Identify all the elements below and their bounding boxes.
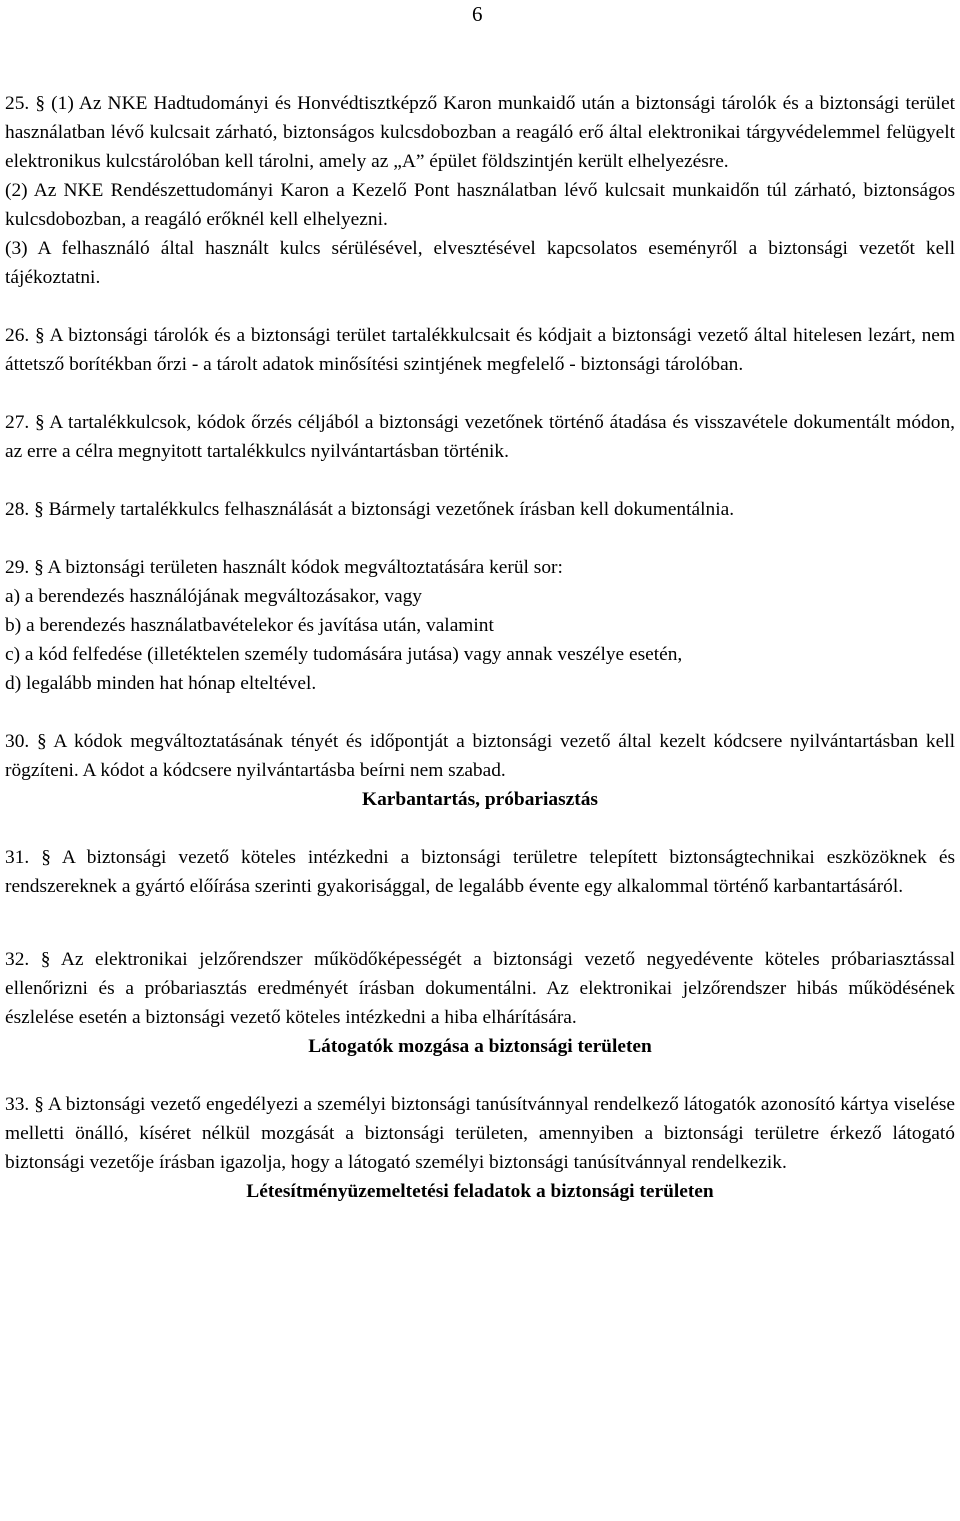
section-32: 32. § Az elektronikai jelzőrendszer működőképességét a biztonsági vezető negyedévente köteles próbariasztással ellenőrizni és a próbariasztás eredményét írásban dokumentálni. Az elektronikai jelzőrendszer hibás működésének észlelése esetén a biztonsági vezető köteles intézkedni a hiba elhárítására. [5, 949, 955, 1028]
section-33: 33. § A biztonsági vezető engedélyezi a személyi biztonsági tanúsítvánnyal rendelkező látogatók azonosító kártya viselése melletti önálló, kíséret nélkül mozgását a biztonsági területen, amennyiben a biztonsági területre érkező látogató biztonsági vezetője írásban igazolja, hogy a látogató személyi biztonsági tanúsítvánnyal rendelkezik. [5, 1094, 955, 1173]
section-31: 31. § A biztonsági vezető köteles intézkedni a biztonsági területre telepített biztonságtechnikai eszközöknek és rendszereknek a gyártó előírása szerinti gyakorisággal, de legalább évente egy alkalommal történő karbantartásáról. [5, 847, 955, 897]
heading-letesitmeny: Létesítményüzemeltetési feladatok a biztonsági területen [246, 1181, 714, 1202]
section-28: 28. § Bármely tartalékkulcs felhasználását a biztonsági vezetőnek írásban kell dokumentálnia. [5, 499, 735, 520]
section-30: 30. § A kódok megváltoztatásának tényét és időpontját a biztonsági vezető által kezelt kódcsere nyilvántartásban kell rögzíteni. A kódot a kódcsere nyilvántartásba beírni nem szabad. [5, 731, 955, 781]
heading-latogatok: Látogatók mozgása a biztonsági területen [308, 1036, 652, 1057]
page-number: 6 [472, 2, 483, 26]
section-26: 26. § A biztonsági tárolók és a biztonsági terület tartalékkulcsait és kódjait a biztonsági vezető által hitelesen lezárt, nem áttetsző borítékban őrzi - a tárolt adatok minősítési szintjének megfelelő - biztonsági tárolóban. [5, 325, 955, 375]
heading-karbantartas: Karbantartás, próbariasztás [362, 789, 598, 810]
section-25-paragraph-2: (2) Az NKE Rendészettudományi Karon a Kezelő Pont használatban lévő kulcsait munkaidőn túl zárható, biztonságos kulcsdobozban, a reagáló erőknél kell elhelyezni. [5, 180, 955, 230]
document-body [5, 89, 955, 1206]
section-29-item-b: b) a berendezés használatbavételekor és javítása után, valamint [5, 615, 494, 636]
section-29-item-d: d) legalább minden hat hónap elteltével. [5, 673, 317, 694]
section-27: 27. § A tartalékkulcsok, kódok őrzés céljából a biztonsági vezetőnek történő átadása és visszavétele dokumentált módon, az erre a célra megnyitott tartalékkulcs nyilvántartásban történik. [5, 412, 955, 462]
section-29-item-a: a) a berendezés használójának megváltozásakor, vagy [5, 586, 422, 607]
section-29: 29. § A biztonsági területen használt kódok megváltoztatására kerül sor: [5, 557, 563, 578]
section-29-item-c: c) a kód felfedése (illetéktelen személy tudomására jutása) vagy annak veszélye esetén, [5, 644, 683, 665]
section-25-paragraph-3: (3) A felhasználó által használt kulcs sérülésével, elvesztésével kapcsolatos eseményről a biztonsági vezetőt kell tájékoztatni. [5, 238, 955, 288]
section-25-paragraph-1: 25. § (1) Az NKE Hadtudományi és Honvédtisztképző Karon munkaidő után a biztonsági tárolók és a biztonsági terület használatban lévő kulcsait zárható, biztonságos kulcsdobozban a reagáló erő által elektronikai tárgyvédelemmel felügyelt elektronikus kulcstárolóban kell tárolni, amely az „A” épület földszintjén került elhelyezésre. [5, 93, 955, 172]
